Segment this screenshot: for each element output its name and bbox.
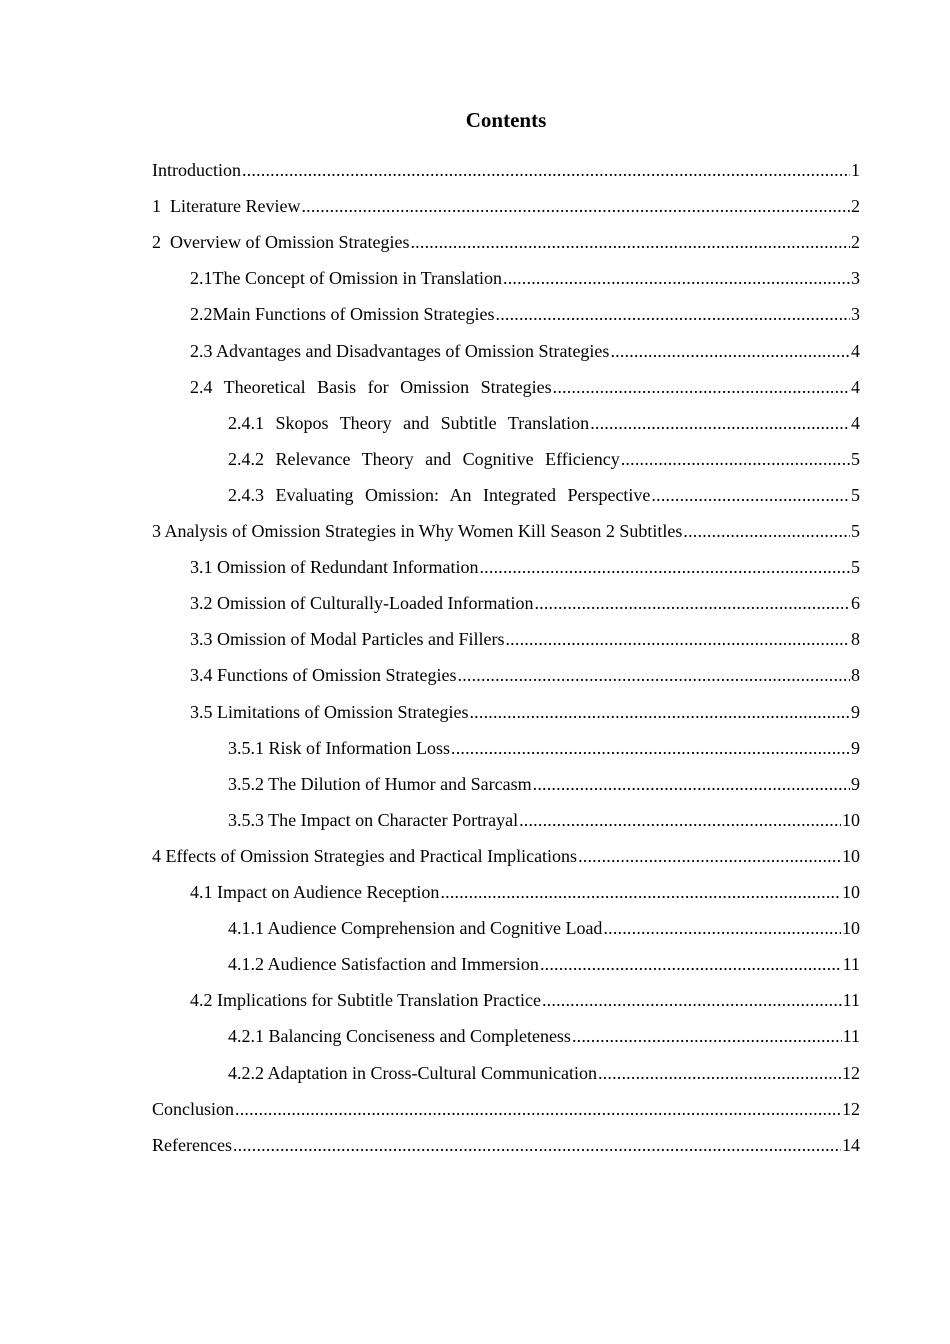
toc-entry-title: 4 Effects of Omission Strategies and Practical Implications	[152, 846, 578, 866]
toc-entry-title: 3.1 Omission of Redundant Information	[190, 557, 479, 577]
toc-page-number: 4	[851, 377, 860, 397]
toc-page-number: 10	[842, 918, 860, 938]
toc-entry-title: 2.4.1 Skopos Theory and Subtitle Translation	[228, 413, 590, 433]
toc-entry-title: References	[152, 1135, 232, 1155]
toc-page-number: 4	[851, 413, 860, 433]
toc-page-number: 9	[851, 774, 860, 794]
toc-entry[interactable]	[190, 265, 860, 291]
toc-page-number: 3	[851, 304, 860, 324]
toc-entry-title: 3.5.3 The Impact on Character Portrayal	[228, 810, 519, 830]
toc-page-number: 3	[851, 268, 860, 288]
dot-leader	[451, 735, 850, 761]
toc-entry[interactable]	[190, 699, 860, 725]
toc-page-number: 5	[851, 485, 860, 505]
toc-entry-title: 3.5.2 The Dilution of Humor and Sarcasm	[228, 774, 532, 794]
toc-page-number: 11	[842, 1026, 860, 1046]
dot-leader	[440, 879, 841, 905]
toc-entry-title: 2.4.2 Relevance Theory and Cognitive Efficiency	[228, 449, 620, 469]
toc-page-number: 10	[842, 882, 860, 902]
toc-entry[interactable]	[190, 626, 860, 652]
dot-leader	[519, 807, 841, 833]
dot-leader	[598, 1060, 841, 1086]
dot-leader	[572, 1023, 842, 1049]
toc-page-number: 2	[851, 196, 860, 216]
toc-entry-title: 4.1 Impact on Audience Reception	[190, 882, 440, 902]
toc-page-number: 5	[851, 521, 860, 541]
toc-page-number: 9	[851, 738, 860, 758]
toc-entry[interactable]	[228, 915, 860, 941]
toc-page-number: 5	[851, 449, 860, 469]
toc-entry-title: 3.4 Functions of Omission Strategies	[190, 665, 457, 685]
toc-entry[interactable]	[152, 1132, 860, 1158]
toc-entry-title: 3.5 Limitations of Omission Strategies	[190, 702, 469, 722]
dot-leader	[469, 699, 850, 725]
toc-entry[interactable]	[190, 338, 860, 364]
toc-entry[interactable]	[228, 1060, 860, 1086]
toc-entry[interactable]	[190, 879, 860, 905]
dot-leader	[578, 843, 841, 869]
toc-entry[interactable]	[152, 843, 860, 869]
toc-page-number: 10	[842, 846, 860, 866]
dot-leader	[683, 518, 850, 544]
toc-page-number: 9	[851, 702, 860, 722]
toc-page-number: 2	[851, 232, 860, 252]
toc-page-number: 6	[851, 593, 860, 613]
toc-entry-title: Conclusion	[152, 1099, 235, 1119]
toc-page-number: 8	[851, 665, 860, 685]
toc-entry[interactable]	[152, 1096, 860, 1122]
toc-page-number: 11	[842, 990, 860, 1010]
dot-leader	[553, 374, 850, 400]
toc-entry-title: Introduction	[152, 160, 241, 180]
toc-entry-title: 4.2.1 Balancing Conciseness and Completeness	[228, 1026, 571, 1046]
toc-entry[interactable]	[228, 1023, 860, 1049]
dot-leader	[542, 987, 842, 1013]
toc-entry[interactable]	[228, 410, 860, 436]
dot-leader	[458, 662, 851, 688]
toc-entry-title: 1 Literature Review	[152, 196, 301, 216]
toc-entry-title: 4.2 Implications for Subtitle Translation Practice	[190, 990, 541, 1010]
toc-page-number: 8	[851, 629, 860, 649]
dot-leader	[621, 446, 850, 472]
dot-leader	[242, 157, 850, 183]
toc-entry[interactable]	[152, 193, 860, 219]
dot-leader	[479, 554, 850, 580]
toc-entry-title: 2.4.3 Evaluating Omission: An Integrated Perspective	[228, 485, 651, 505]
toc-entry-title: 3 Analysis of Omission Strategies in Why Women Kill Season 2 Subtitles	[152, 521, 683, 541]
dot-leader	[603, 915, 841, 941]
toc-entry-title: 2 Overview of Omission Strategies	[152, 232, 410, 252]
dot-leader	[540, 951, 842, 977]
toc-page-number: 11	[842, 954, 860, 974]
toc-entry-title: 2.2Main Functions of Omission Strategies	[190, 304, 495, 324]
toc-entry[interactable]	[190, 987, 860, 1013]
toc-entry[interactable]	[152, 157, 860, 183]
toc-entry-title: 3.5.1 Risk of Information Loss	[228, 738, 450, 758]
toc-entry[interactable]	[228, 735, 860, 761]
dot-leader	[651, 482, 850, 508]
toc-entry-title: 4.1.2 Audience Satisfaction and Immersion	[228, 954, 539, 974]
toc-entry-title: 2.1The Concept of Omission in Translation	[190, 268, 502, 288]
toc-entry[interactable]	[228, 807, 860, 833]
dot-leader	[503, 265, 850, 291]
toc-page-number: 5	[851, 557, 860, 577]
toc-entry[interactable]	[190, 662, 860, 688]
toc-entry[interactable]	[190, 554, 860, 580]
toc-page-number: 14	[842, 1135, 860, 1155]
dot-leader	[505, 626, 850, 652]
toc-entry[interactable]	[190, 301, 860, 327]
toc-entry-title: 4.2.2 Adaptation in Cross-Cultural Communication	[228, 1063, 597, 1083]
toc-entry[interactable]	[228, 446, 860, 472]
toc-page-number: 1	[851, 160, 860, 180]
toc-entry[interactable]	[228, 482, 860, 508]
dot-leader	[233, 1132, 841, 1158]
dot-leader	[533, 771, 850, 797]
page-title: Contents	[465, 108, 547, 132]
toc-entry[interactable]	[152, 229, 860, 255]
dot-leader	[410, 229, 850, 255]
toc-entry[interactable]	[228, 771, 860, 797]
toc-entry[interactable]	[228, 951, 860, 977]
toc-entry-title: 3.3 Omission of Modal Particles and Fillers	[190, 629, 505, 649]
toc-entry[interactable]	[190, 590, 860, 616]
dot-leader	[496, 301, 851, 327]
toc-page-number: 12	[842, 1063, 860, 1083]
toc-entry-title: 2.4 Theoretical Basis for Omission Strategies	[190, 377, 552, 397]
toc-page-number: 12	[842, 1099, 860, 1119]
toc-page-number: 4	[851, 341, 860, 361]
dot-leader	[235, 1096, 841, 1122]
toc-entry-title: 2.3 Advantages and Disadvantages of Omission Strategies	[190, 341, 610, 361]
dot-leader	[610, 338, 850, 364]
toc-entry-title: 4.1.1 Audience Comprehension and Cognitive Load	[228, 918, 603, 938]
toc-entry-title: 3.2 Omission of Culturally-Loaded Information	[190, 593, 534, 613]
toc-entry[interactable]	[190, 374, 860, 400]
dot-leader	[534, 590, 850, 616]
dot-leader	[301, 193, 850, 219]
toc-page-number: 10	[842, 810, 860, 830]
toc-entry[interactable]	[152, 518, 860, 544]
dot-leader	[590, 410, 850, 436]
